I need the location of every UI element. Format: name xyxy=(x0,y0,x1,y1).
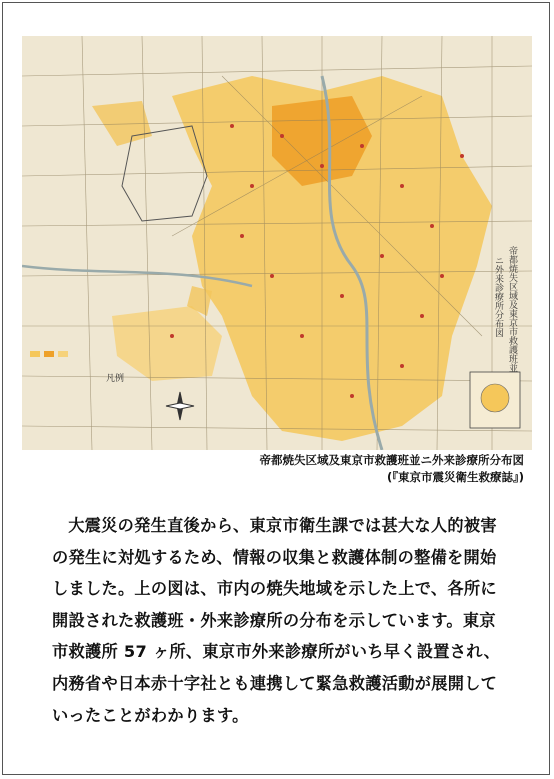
caption-source: (『東京市震災衛生救療誌』) xyxy=(386,470,524,484)
map-caption xyxy=(260,452,525,486)
map-image xyxy=(22,36,532,450)
legend-title: 凡例 xyxy=(106,374,125,384)
map-vertical-title-line1: 帝都焼失区域及東京市救護班並 xyxy=(507,246,517,372)
body-paragraph: 大震災の発生直後から、東京市衛生課では甚大な人的被害の発生に対処するため、情報の収集と救護体制の整備を開始しました。上の図は、市内の焼失地域を示した上で、各所に開設された救護班・外来診療所の分布を示しています。東京市救護所 57 ヶ所、東京市外来診療所がいち早く設置され、内務省や日本赤十字社とも連携して緊急救護活動が展開していったことがわかります。 xyxy=(52,516,501,725)
caption-title: 帝都焼失区域及東京市救護班並ニ外来診療所分布図 xyxy=(259,453,524,467)
map-vertical-title-line2: ニ外来診療所分布図 xyxy=(493,256,503,337)
